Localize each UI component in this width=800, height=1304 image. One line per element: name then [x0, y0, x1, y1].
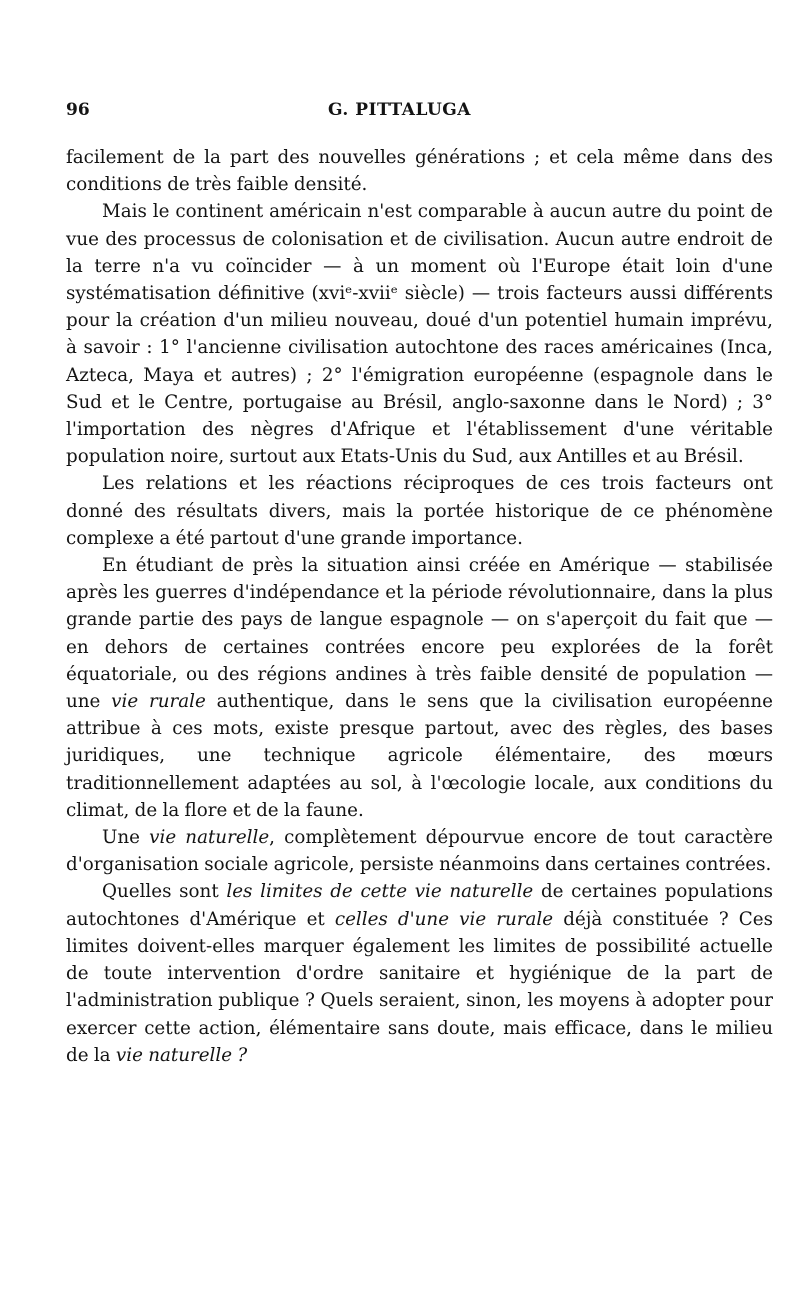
paragraph — [66, 470, 773, 552]
paragraph — [66, 552, 773, 824]
italic-phrase: vie naturelle ? — [115, 1044, 248, 1066]
italic-phrase: celles d'une vie rurale — [334, 908, 554, 930]
text-run: Une — [102, 827, 150, 849]
text-run: déjà constituée ? Ces limites doivent-elles marquer également les limites de possibilité actuelle de toute intervention d'ordre sanitaire et hygiénique de la part de l'administration publique ? Quels seraient, sinon, les moyens à adopter pour exercer cette action, élémentaire sans doute, mais efficace, dans le milieu de la — [66, 908, 773, 1066]
text-run: Quelles sont — [102, 881, 227, 903]
paragraph — [66, 144, 773, 198]
text-run: authentique, dans le sens que la civilisation européenne attribue à ces mots, existe presque partout, avec des règles, des bases juridiques, une technique agricole élémentaire, des mœurs traditionnellement adaptées au sol, à l'œcologie locale, aux conditions du climat, de la flore et de la faune. — [66, 691, 773, 821]
paragraph — [66, 824, 773, 878]
running-head-author: G. PITTALUGA — [328, 100, 471, 120]
running-head — [66, 100, 773, 130]
text-run: Les relations et les réactions réciproques de ces trois facteurs ont donné des résultats divers, mais la portée historique de ce phénomène complexe a été partout d'une grande importance. — [66, 473, 773, 549]
italic-phrase: vie naturelle — [149, 827, 270, 849]
paragraph — [66, 878, 773, 1068]
paragraph — [66, 198, 773, 470]
text-run: , complètement dépourvue encore de tout caractère d'organisation sociale agricole, persiste néanmoins dans certaines contrées. — [66, 827, 774, 876]
text-run: facilement de la part des nouvelles générations ; et cela même dans des conditions de très faible densité. — [66, 147, 773, 196]
text-run: de certaines populations autochtones d'Amérique et — [66, 881, 773, 930]
body-text — [66, 144, 773, 1069]
text-run: Mais le continent américain n'est comparable à aucun autre du point de vue des processus de colonisation et de civilisation. Aucun autre endroit de la terre n'a vu coïncider — à un moment où l'Europe était loin d'une systématisation définitive (xviᵉ-xviiᵉ siècle) — trois facteurs aussi différents pour la création d'un milieu nouveau, doué d'un potentiel humain imprévu, à savoir : 1° l'ancienne civilisation autochtone des races américaines (Inca, Azteca, Maya et autres) ; 2° l'émigration européenne (espagnole dans le Sud et le Centre, portugaise au Brésil, anglo-saxonne dans le Nord) ; 3° l'importation des nègres d'Afrique et l'établissement d'une véritable population noire, surtout aux Etats-Unis du Sud, aux Antilles et au Brésil. — [66, 201, 773, 468]
text-run: En étudiant de près la situation ainsi créée en Amérique — stabilisée après les guerres d'indépendance et la période révolutionnaire, dans la plus grande partie des pays de langue espagnole — on s'aperçoit du fait que — en dehors de certaines contrées encore peu explorées de la forêt équatoriale, ou des régions andines à très faible densité de population — une — [66, 555, 773, 713]
page-number: 96 — [66, 100, 90, 120]
italic-phrase: les limites de cette vie naturelle — [226, 881, 534, 903]
book-page — [66, 100, 773, 1069]
italic-phrase: vie rurale — [111, 691, 206, 713]
